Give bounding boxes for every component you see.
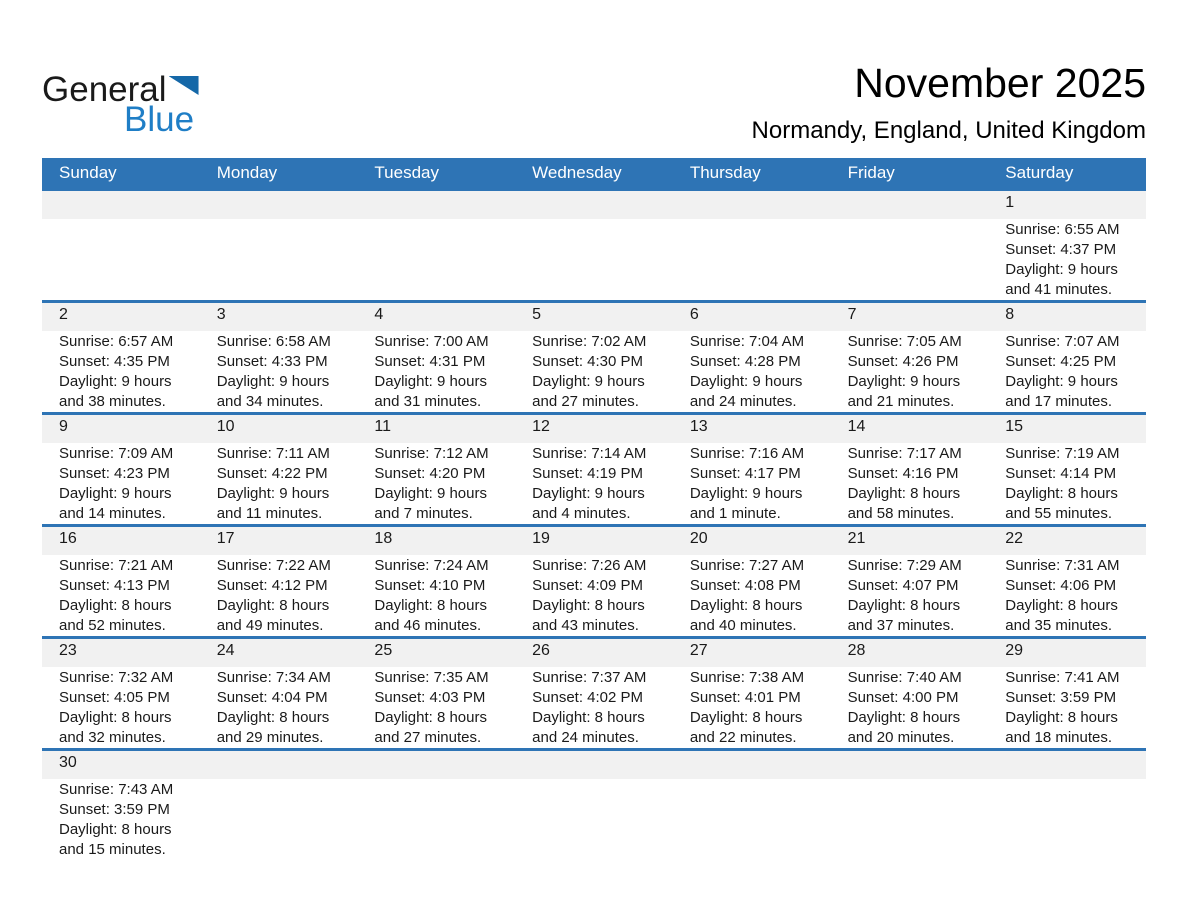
sunrise-text: Sunrise: 7:05 AM (847, 333, 962, 350)
sunset-text: Sunset: 4:00 PM (847, 689, 959, 706)
week-info-row (42, 219, 1146, 300)
sunset-text: Sunset: 4:01 PM (689, 689, 801, 706)
sunrise-text: Sunrise: 6:57 AM (59, 333, 174, 350)
sunset-text: Sunset: 4:03 PM (374, 689, 486, 706)
day-number: 21 (847, 530, 866, 547)
week-info-row (42, 331, 1146, 412)
week-info-row (42, 667, 1146, 748)
sunrise-text: Sunrise: 7:17 AM (847, 445, 962, 462)
day-number: 17 (216, 530, 235, 547)
sunset-text: Sunset: 4:35 PM (59, 353, 170, 370)
sunset-text: Sunset: 4:07 PM (847, 577, 959, 594)
day-number (357, 751, 515, 779)
sunset-text: Sunset: 4:05 PM (59, 689, 170, 706)
day-number: 13 (689, 418, 708, 435)
daylight-text-line2: and 17 minutes. (1005, 393, 1113, 410)
sunset-text: Sunset: 4:06 PM (1005, 577, 1117, 594)
day-number-band (42, 303, 1146, 331)
sunrise-text: Sunrise: 7:37 AM (532, 669, 647, 686)
weekday-header-monday: Monday (216, 163, 278, 182)
empty-day-cell (357, 219, 515, 300)
day-cell (515, 667, 673, 748)
day-cell (42, 331, 200, 412)
day-cell (357, 667, 515, 748)
daylight-text-line2: and 41 minutes. (1005, 281, 1113, 298)
day-number: 2 (59, 306, 68, 323)
sunset-text: Sunset: 3:59 PM (59, 801, 170, 818)
sunrise-text: Sunrise: 7:27 AM (689, 557, 805, 574)
calendar-table (42, 158, 1146, 860)
empty-day-cell (831, 779, 989, 860)
page-subtitle: Normandy, England, United Kingdom (751, 117, 1146, 145)
day-number-band (42, 639, 1146, 667)
day-cell (831, 331, 989, 412)
logo-triangle-icon (169, 76, 199, 95)
daylight-text-line1: Daylight: 9 hours (532, 373, 645, 390)
sunrise-text: Sunrise: 7:16 AM (689, 445, 805, 462)
daylight-text-line2: and 20 minutes. (847, 729, 955, 746)
empty-day-cell (988, 779, 1146, 860)
sunset-text: Sunset: 4:09 PM (532, 577, 644, 594)
day-cell (42, 667, 200, 748)
weekday-header-sunday: Sunday (59, 163, 117, 182)
weekday-header-saturday: Saturday (1005, 163, 1074, 182)
daylight-text-line1: Daylight: 8 hours (216, 597, 330, 614)
daylight-text-line1: Daylight: 8 hours (59, 709, 172, 726)
day-number: 20 (689, 530, 708, 547)
sunrise-text: Sunrise: 7:07 AM (1005, 333, 1120, 350)
daylight-text-line1: Daylight: 8 hours (847, 597, 961, 614)
weekday-header-wednesday: Wednesday (532, 163, 622, 182)
day-cell (673, 667, 831, 748)
daylight-text-line1: Daylight: 9 hours (689, 485, 803, 502)
day-number: 16 (59, 530, 77, 547)
sunrise-text: Sunrise: 7:02 AM (532, 333, 647, 350)
sunset-text: Sunset: 4:12 PM (216, 577, 328, 594)
day-number (515, 191, 673, 219)
day-cell (42, 555, 200, 636)
sunset-text: Sunset: 4:16 PM (847, 465, 959, 482)
day-cell (988, 219, 1146, 300)
day-number: 14 (847, 418, 866, 435)
day-cell (200, 443, 358, 524)
sunset-text: Sunset: 4:33 PM (216, 353, 328, 370)
general-blue-logo (42, 52, 272, 140)
day-number: 4 (374, 306, 384, 323)
weekday-header-row (42, 158, 1146, 188)
week-info-row (42, 443, 1146, 524)
day-cell (673, 443, 831, 524)
daylight-text-line2: and 32 minutes. (59, 729, 166, 746)
logo-text-general: General (42, 70, 167, 109)
daylight-text-line1: Daylight: 8 hours (689, 709, 803, 726)
sunset-text: Sunset: 3:59 PM (1005, 689, 1117, 706)
day-number: 29 (1005, 642, 1024, 659)
day-number (200, 191, 358, 219)
day-cell (673, 555, 831, 636)
daylight-text-line1: Daylight: 9 hours (689, 373, 803, 390)
daylight-text-line1: Daylight: 8 hours (1005, 709, 1118, 726)
daylight-text-line2: and 7 minutes. (374, 505, 473, 522)
day-number (673, 751, 831, 779)
day-number (831, 751, 989, 779)
empty-day-cell (357, 779, 515, 860)
sunset-text: Sunset: 4:17 PM (689, 465, 801, 482)
day-number: 12 (532, 418, 550, 435)
sunset-text: Sunset: 4:08 PM (689, 577, 801, 594)
sunrise-text: Sunrise: 7:09 AM (59, 445, 174, 462)
weekday-header-tuesday: Tuesday (374, 163, 439, 182)
daylight-text-line2: and 58 minutes. (847, 505, 955, 522)
sunrise-text: Sunrise: 7:41 AM (1005, 669, 1120, 686)
empty-day-cell (200, 779, 358, 860)
sunset-text: Sunset: 4:37 PM (1005, 241, 1117, 258)
day-number: 24 (216, 642, 235, 659)
day-number: 7 (847, 306, 857, 323)
sunset-text: Sunset: 4:22 PM (216, 465, 328, 482)
daylight-text-line1: Daylight: 8 hours (847, 485, 961, 502)
daylight-text-line2: and 29 minutes. (216, 729, 324, 746)
week-info-row (42, 779, 1146, 860)
sunset-text: Sunset: 4:28 PM (689, 353, 801, 370)
page-title: November 2025 (854, 60, 1146, 106)
day-cell (357, 331, 515, 412)
daylight-text-line2: and 15 minutes. (59, 841, 166, 858)
sunrise-text: Sunrise: 7:04 AM (689, 333, 805, 350)
daylight-text-line1: Daylight: 9 hours (532, 485, 645, 502)
empty-day-cell (673, 219, 831, 300)
daylight-text-line2: and 34 minutes. (216, 393, 324, 410)
day-number: 26 (532, 642, 550, 659)
daylight-text-line1: Daylight: 8 hours (216, 709, 330, 726)
sunset-text: Sunset: 4:30 PM (532, 353, 644, 370)
day-number-band (42, 527, 1146, 555)
day-number: 22 (1005, 530, 1024, 547)
sunrise-text: Sunrise: 7:38 AM (689, 669, 805, 686)
sunrise-text: Sunrise: 7:19 AM (1005, 445, 1120, 462)
daylight-text-line1: Daylight: 8 hours (59, 597, 172, 614)
sunset-text: Sunset: 4:02 PM (532, 689, 644, 706)
sunrise-text: Sunrise: 7:32 AM (59, 669, 174, 686)
daylight-text-line2: and 18 minutes. (1005, 729, 1113, 746)
day-cell (831, 443, 989, 524)
day-cell (357, 443, 515, 524)
day-cell (42, 443, 200, 524)
daylight-text-line2: and 38 minutes. (59, 393, 166, 410)
day-cell (831, 667, 989, 748)
sunset-text: Sunset: 4:04 PM (216, 689, 328, 706)
weekday-header-friday: Friday (847, 163, 895, 182)
day-cell (200, 331, 358, 412)
day-number (673, 191, 831, 219)
daylight-text-line2: and 22 minutes. (689, 729, 797, 746)
day-cell (200, 667, 358, 748)
daylight-text-line2: and 4 minutes. (532, 505, 631, 522)
day-number: 30 (59, 754, 77, 771)
day-number: 18 (374, 530, 393, 547)
week-info-row (42, 555, 1146, 636)
sunrise-text: Sunrise: 7:26 AM (532, 557, 647, 574)
sunset-text: Sunset: 4:26 PM (847, 353, 959, 370)
daylight-text-line2: and 27 minutes. (374, 729, 482, 746)
day-cell (515, 555, 673, 636)
daylight-text-line2: and 40 minutes. (689, 617, 797, 634)
day-number (515, 751, 673, 779)
daylight-text-line1: Daylight: 9 hours (374, 373, 487, 390)
sunset-text: Sunset: 4:23 PM (59, 465, 170, 482)
daylight-text-line2: and 14 minutes. (59, 505, 166, 522)
daylight-text-line2: and 1 minute. (689, 505, 781, 522)
day-cell (988, 331, 1146, 412)
day-number: 25 (374, 642, 393, 659)
day-cell (988, 555, 1146, 636)
daylight-text-line1: Daylight: 8 hours (59, 821, 172, 838)
sunset-text: Sunset: 4:25 PM (1005, 353, 1117, 370)
day-number (988, 751, 1146, 779)
day-number: 27 (689, 642, 708, 659)
day-cell (831, 555, 989, 636)
day-number-band (42, 415, 1146, 443)
empty-day-cell (42, 219, 200, 300)
daylight-text-line1: Daylight: 8 hours (532, 709, 645, 726)
daylight-text-line1: Daylight: 9 hours (1005, 261, 1118, 278)
sunset-text: Sunset: 4:14 PM (1005, 465, 1117, 482)
daylight-text-line2: and 43 minutes. (532, 617, 639, 634)
day-number: 9 (59, 418, 68, 435)
day-number: 3 (216, 306, 226, 323)
daylight-text-line2: and 52 minutes. (59, 617, 166, 634)
day-number: 19 (532, 530, 550, 547)
day-number: 15 (1005, 418, 1024, 435)
daylight-text-line1: Daylight: 8 hours (847, 709, 961, 726)
daylight-text-line1: Daylight: 9 hours (59, 485, 172, 502)
empty-day-cell (831, 219, 989, 300)
week-row (42, 412, 1146, 524)
empty-day-cell (515, 779, 673, 860)
week-row (42, 188, 1146, 300)
sunset-text: Sunset: 4:13 PM (59, 577, 170, 594)
sunset-text: Sunset: 4:10 PM (374, 577, 486, 594)
daylight-text-line1: Daylight: 9 hours (847, 373, 961, 390)
daylight-text-line1: Daylight: 9 hours (59, 373, 172, 390)
daylight-text-line2: and 21 minutes. (847, 393, 955, 410)
daylight-text-line1: Daylight: 8 hours (689, 597, 803, 614)
day-number-band (42, 751, 1146, 779)
day-cell (988, 443, 1146, 524)
daylight-text-line1: Daylight: 8 hours (374, 597, 487, 614)
day-cell (200, 555, 358, 636)
day-cell (515, 331, 673, 412)
sunrise-text: Sunrise: 7:31 AM (1005, 557, 1120, 574)
day-cell (988, 667, 1146, 748)
daylight-text-line1: Daylight: 9 hours (374, 485, 487, 502)
day-number: 10 (216, 418, 235, 435)
daylight-text-line2: and 35 minutes. (1005, 617, 1113, 634)
title-block (752, 52, 1146, 145)
daylight-text-line2: and 27 minutes. (532, 393, 639, 410)
daylight-text-line2: and 55 minutes. (1005, 505, 1113, 522)
sunrise-text: Sunrise: 7:11 AM (216, 445, 330, 462)
logo-text-blue: Blue (124, 100, 195, 139)
week-row (42, 636, 1146, 748)
sunrise-text: Sunrise: 7:21 AM (59, 557, 174, 574)
sunrise-text: Sunrise: 7:24 AM (374, 557, 489, 574)
sunrise-text: Sunrise: 6:55 AM (1005, 221, 1120, 238)
daylight-text-line1: Daylight: 9 hours (1005, 373, 1118, 390)
empty-day-cell (673, 779, 831, 860)
day-number: 28 (847, 642, 866, 659)
daylight-text-line1: Daylight: 8 hours (1005, 597, 1118, 614)
day-number (831, 191, 989, 219)
daylight-text-line2: and 24 minutes. (532, 729, 639, 746)
sunrise-text: Sunrise: 7:14 AM (532, 445, 647, 462)
sunrise-text: Sunrise: 6:58 AM (216, 333, 331, 350)
sunrise-text: Sunrise: 7:43 AM (59, 781, 174, 798)
week-row (42, 748, 1146, 860)
sunset-text: Sunset: 4:19 PM (532, 465, 644, 482)
day-cell (673, 331, 831, 412)
sunrise-text: Sunrise: 7:40 AM (847, 669, 962, 686)
day-number-band (42, 191, 1146, 219)
page-header (42, 0, 1146, 158)
day-number (42, 191, 200, 219)
day-number: 1 (1005, 194, 1015, 211)
day-number (200, 751, 358, 779)
day-number: 5 (532, 306, 542, 323)
daylight-text-line1: Daylight: 9 hours (216, 373, 330, 390)
sunset-text: Sunset: 4:31 PM (374, 353, 486, 370)
day-number (357, 191, 515, 219)
day-number: 11 (374, 418, 392, 435)
daylight-text-line1: Daylight: 8 hours (1005, 485, 1118, 502)
sunrise-text: Sunrise: 7:12 AM (374, 445, 489, 462)
daylight-text-line2: and 11 minutes. (216, 505, 323, 522)
day-number: 8 (1005, 306, 1015, 323)
day-number: 6 (689, 306, 699, 323)
week-row (42, 524, 1146, 636)
empty-day-cell (200, 219, 358, 300)
daylight-text-line1: Daylight: 8 hours (532, 597, 645, 614)
daylight-text-line2: and 31 minutes. (374, 393, 482, 410)
sunrise-text: Sunrise: 7:00 AM (374, 333, 489, 350)
week-row (42, 300, 1146, 412)
daylight-text-line2: and 37 minutes. (847, 617, 955, 634)
sunrise-text: Sunrise: 7:34 AM (216, 669, 331, 686)
empty-day-cell (515, 219, 673, 300)
daylight-text-line2: and 46 minutes. (374, 617, 482, 634)
day-cell (42, 779, 200, 860)
day-cell (515, 443, 673, 524)
day-number: 23 (59, 642, 77, 659)
calendar-weeks (42, 188, 1146, 860)
sunrise-text: Sunrise: 7:22 AM (216, 557, 331, 574)
daylight-text-line1: Daylight: 9 hours (216, 485, 330, 502)
daylight-text-line2: and 49 minutes. (216, 617, 324, 634)
day-cell (357, 555, 515, 636)
sunset-text: Sunset: 4:20 PM (374, 465, 486, 482)
daylight-text-line2: and 24 minutes. (689, 393, 797, 410)
weekday-header-thursday: Thursday (689, 163, 761, 182)
sunrise-text: Sunrise: 7:35 AM (374, 669, 489, 686)
daylight-text-line1: Daylight: 8 hours (374, 709, 487, 726)
sunrise-text: Sunrise: 7:29 AM (847, 557, 962, 574)
